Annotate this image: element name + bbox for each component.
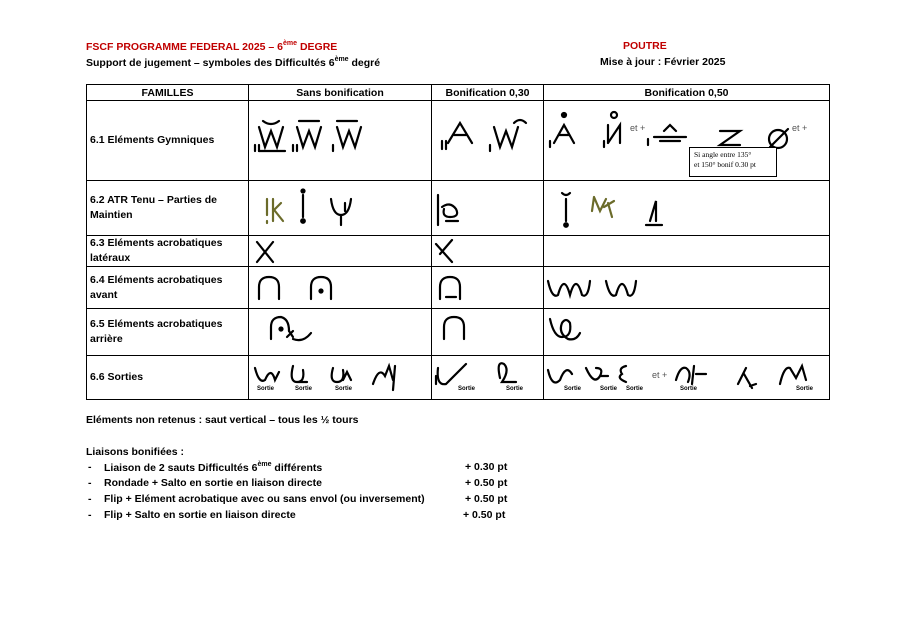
family-label: 6.4 Eléments acrobatiques avant <box>90 273 223 301</box>
symbols-bonif-030 <box>432 101 544 181</box>
atr-symbols-2 <box>544 181 830 236</box>
symbols-bonif-050 <box>544 267 830 309</box>
table-row <box>87 356 830 400</box>
backward-symbols-0 <box>249 309 432 356</box>
family-cell <box>87 309 249 356</box>
apparatus-title: POUTRE <box>623 40 667 52</box>
et-plus-label: et + <box>630 123 646 133</box>
col-header-familles: FAMILLES <box>87 85 249 101</box>
atr-symbols-1 <box>432 181 544 236</box>
symbols-bonif-050 <box>544 101 830 181</box>
sortie-label: Sortie <box>680 386 698 392</box>
symbols-sans-bonif <box>249 356 432 400</box>
non-retenus-text: Eléments non retenus : saut vertical – tous les ½ tours <box>86 414 359 426</box>
symbols-sans-bonif <box>249 181 432 236</box>
forward-symbols-1 <box>432 267 544 309</box>
subtitle-text: Support de jugement – symboles des Difficultés 6 <box>86 57 335 69</box>
atr-symbols-0 <box>249 181 432 236</box>
backward-symbols-1 <box>432 309 544 356</box>
title-post: DEGRE <box>297 41 338 53</box>
difficulty-table <box>86 84 830 400</box>
liaison-label: Flip + Elément acrobatique avec ou sans envol (ou inversement) <box>104 493 425 505</box>
gymnic-symbols-0 <box>249 101 432 181</box>
sortie-label: Sortie <box>600 386 618 392</box>
list-bullet: - <box>88 509 92 521</box>
table-header-row <box>87 85 830 101</box>
list-bullet: - <box>88 493 92 505</box>
symbols-bonif-050 <box>544 236 830 267</box>
gymnic-symbols-1 <box>432 101 544 181</box>
col-header-bonif-050: Bonification 0,50 <box>544 85 830 101</box>
family-label: 6.2 ATR Tenu – Parties de Maintien <box>90 194 218 221</box>
sortie-label: Sortie <box>295 386 313 392</box>
family-cell <box>87 101 249 181</box>
family-label: 6.6 Sorties <box>90 371 144 383</box>
lateral-symbols-0 <box>249 236 432 267</box>
liaison-label <box>104 461 322 474</box>
liaison-label: Rondade + Salto en sortie en liaison directe <box>104 477 322 489</box>
list-bullet: - <box>88 477 92 489</box>
forward-symbols-0 <box>249 267 432 309</box>
et-plus-label: et + <box>652 370 668 380</box>
family-label: 6.1 Eléments Gymniques <box>90 134 215 146</box>
gymnic-symbols-2 <box>544 101 830 181</box>
col-header-sans-bonif: Sans bonification <box>249 85 432 101</box>
subtitle-sup: ème <box>334 56 349 63</box>
liaison-post: différents <box>271 462 323 474</box>
title-sup: ème <box>283 40 298 47</box>
dismount-symbols-0 <box>249 356 432 400</box>
sortie-label: Sortie <box>458 386 476 392</box>
symbols-bonif-030 <box>432 236 544 267</box>
list-bullet: - <box>88 461 92 473</box>
symbols-bonif-030 <box>432 356 544 400</box>
sortie-label: Sortie <box>335 386 353 392</box>
symbols-sans-bonif <box>249 101 432 181</box>
title-text: FSCF PROGRAMME FEDERAL 2025 – 6 <box>86 41 284 53</box>
family-cell <box>87 181 249 236</box>
symbols-bonif-050 <box>544 309 830 356</box>
liaison-value: + 0.50 pt <box>465 477 508 489</box>
symbols-sans-bonif <box>249 267 432 309</box>
bonus-note <box>689 147 777 177</box>
sortie-label: Sortie <box>257 386 275 392</box>
liaison-text: Liaison de 2 sauts Difficultés 6 <box>104 462 258 474</box>
sortie-label: Sortie <box>564 386 582 392</box>
sortie-label: Sortie <box>506 386 524 392</box>
doc-subtitle <box>86 56 380 69</box>
dismount-symbols-1 <box>432 356 544 400</box>
family-label: 6.3 Eléments acrobatiques latéraux <box>90 237 223 264</box>
update-date: Mise à jour : Février 2025 <box>600 56 726 68</box>
col-header-bonif-030: Bonification 0,30 <box>432 85 544 101</box>
liaison-value: + 0.50 pt <box>463 509 506 521</box>
note-line: Si angle entre 135° <box>694 150 752 159</box>
family-cell <box>87 267 249 309</box>
symbols-bonif-050 <box>544 356 830 400</box>
dismount-symbols-2 <box>544 356 830 400</box>
symbols-bonif-050 <box>544 181 830 236</box>
symbols-sans-bonif <box>249 309 432 356</box>
note-line: et 150° bonif 0.30 pt <box>694 160 756 169</box>
table-row <box>87 181 830 236</box>
symbols-bonif-030 <box>432 309 544 356</box>
family-cell <box>87 356 249 400</box>
liaison-value: + 0.50 pt <box>465 493 508 505</box>
liaison-label: Flip + Salto en sortie en liaison directe <box>104 509 296 521</box>
liaison-sup: ème <box>257 461 272 468</box>
table-row <box>87 309 830 356</box>
family-cell <box>87 236 249 267</box>
sortie-label: Sortie <box>626 386 644 392</box>
subtitle-post: degré <box>348 57 381 69</box>
table-row <box>87 236 830 267</box>
symbols-bonif-030 <box>432 181 544 236</box>
forward-symbols-2 <box>544 267 830 309</box>
backward-symbols-2 <box>544 309 830 356</box>
lateral-symbols-1 <box>432 236 544 267</box>
liaison-value: + 0.30 pt <box>465 461 508 473</box>
family-label: 6.5 Eléments acrobatiques arrière <box>90 318 223 345</box>
liaisons-title: Liaisons bonifiées : <box>86 446 185 458</box>
table-row <box>87 267 830 309</box>
et-plus-label: et + <box>792 123 808 133</box>
sortie-label: Sortie <box>796 386 814 392</box>
symbols-sans-bonif <box>249 236 432 267</box>
symbols-bonif-030 <box>432 267 544 309</box>
doc-title <box>86 40 337 53</box>
